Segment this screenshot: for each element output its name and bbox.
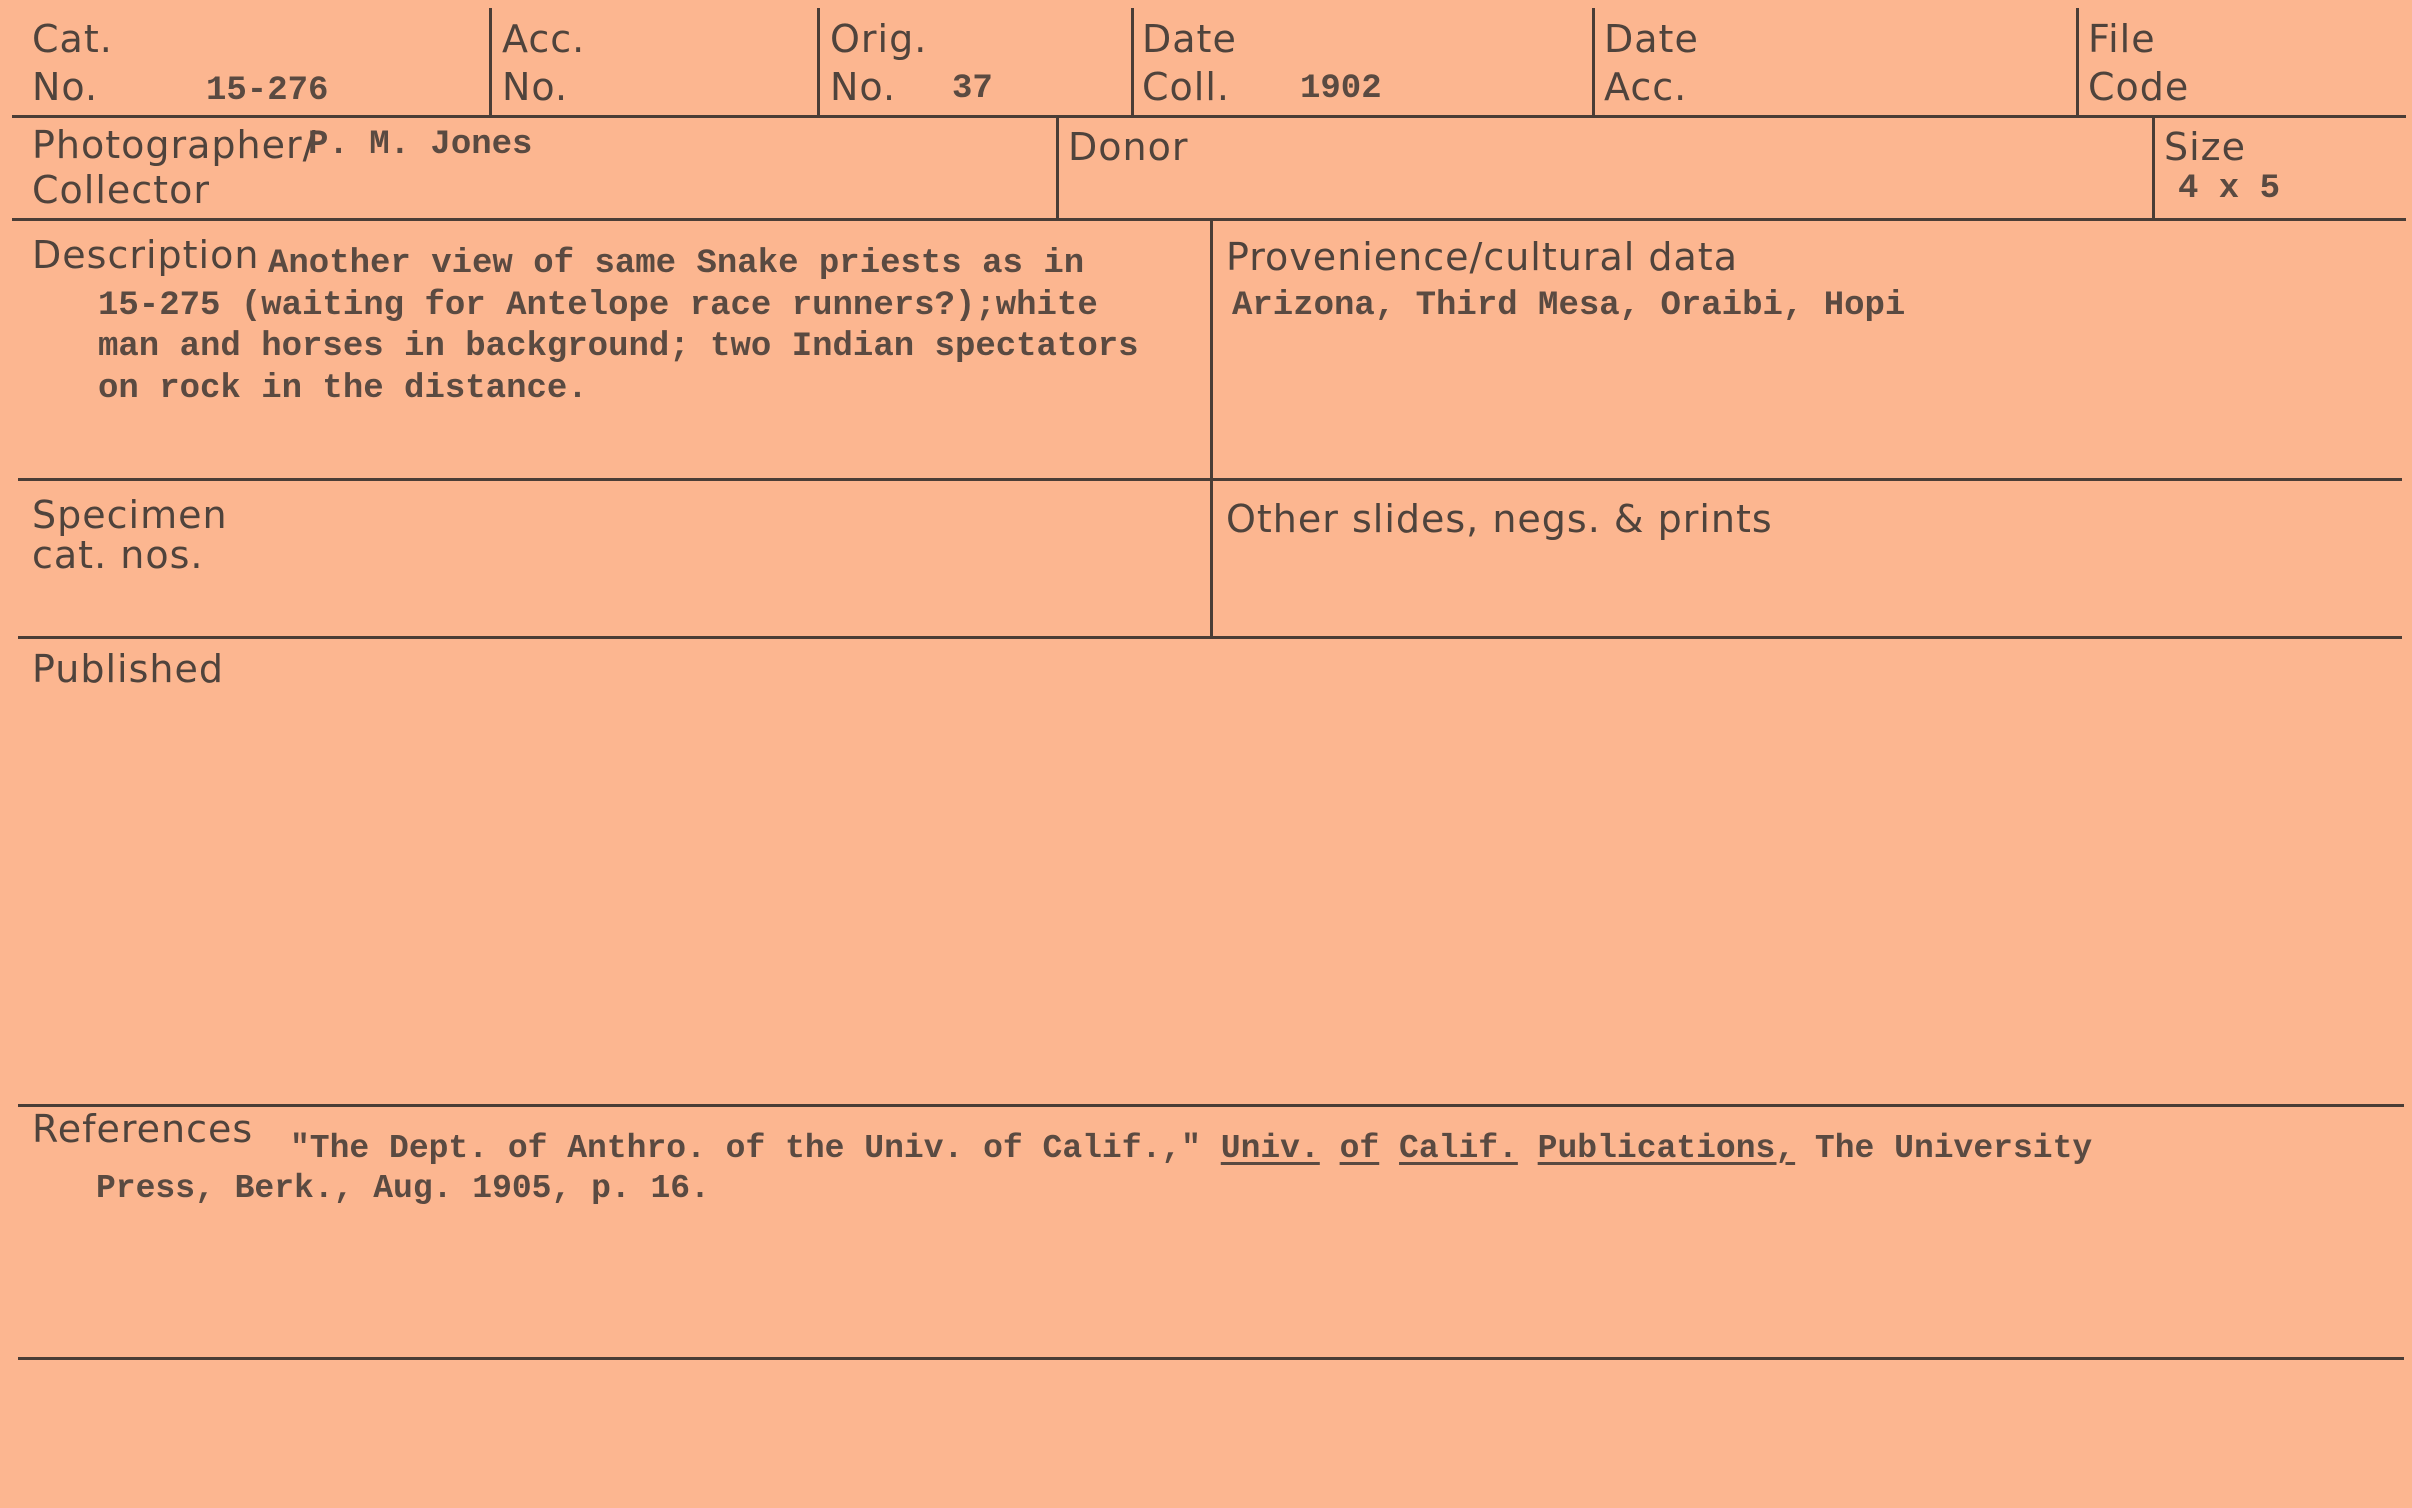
references-journal-calif: Calif.	[1399, 1130, 1518, 1167]
divider-row-6	[18, 1357, 2404, 1360]
other-slides-label: Other slides, negs. & prints	[1226, 497, 1773, 541]
divider-row-5	[18, 1104, 2404, 1107]
references-line-1	[290, 1128, 2092, 1170]
divider-row-1	[12, 115, 2406, 118]
references-title: "The Dept. of Anthro. of the Univ. of Calif.,"	[290, 1130, 1221, 1167]
date-acc-label-line1: Date	[1604, 17, 1699, 61]
description-label: Description	[32, 233, 260, 277]
file-code-label-line1: File	[2088, 17, 2156, 61]
description-line-1: Another view of same Snake priests as in	[268, 245, 1085, 283]
provenience-value: Arizona, Third Mesa, Oraibi, Hopi	[1232, 287, 1906, 325]
date-coll-label-line2: Coll.	[1142, 65, 1230, 109]
specimen-label-line1: Specimen	[32, 493, 228, 537]
orig-no-value: 37	[952, 70, 993, 108]
photographer-label-line1: Photographer/	[32, 123, 317, 167]
donor-label: Donor	[1068, 125, 1189, 169]
divider-row-4	[18, 636, 2402, 639]
file-code-label-line2: Code	[2088, 65, 2190, 109]
references-publisher: The University	[1795, 1130, 2093, 1167]
cat-no-label-line2: No.	[32, 65, 99, 109]
date-coll-value: 1902	[1300, 70, 1382, 108]
references-line-2: Press, Berk., Aug. 1905, p. 16.	[96, 1170, 710, 1207]
orig-no-label-line1: Orig.	[830, 17, 928, 61]
provenience-label: Provenience/cultural data	[1226, 235, 1738, 279]
divider-col-acc-orig	[817, 8, 820, 117]
acc-no-label-line2: No.	[502, 65, 569, 109]
photographer-label-line2: Collector	[32, 168, 210, 212]
divider-col-donor-size	[2152, 117, 2155, 220]
divider-col-cat-acc	[489, 8, 492, 117]
divider-col-photographer-donor	[1056, 117, 1059, 220]
size-value: 4 x 5	[2178, 170, 2281, 208]
specimen-label-line2: cat. nos.	[32, 533, 204, 577]
orig-no-label-line2: No.	[830, 65, 897, 109]
divider-col-description-provenience	[1210, 220, 1213, 636]
size-label: Size	[2164, 125, 2247, 169]
divider-col-datecoll-dateacc	[1592, 8, 1595, 117]
references-journal-publications: Publications,	[1537, 1130, 1796, 1167]
date-acc-label-line2: Acc.	[1604, 65, 1688, 109]
description-line-2: 15-275 (waiting for Antelope race runners?);white	[98, 287, 1098, 325]
divider-row-2	[12, 218, 2406, 221]
published-label: Published	[32, 647, 224, 691]
cat-no-label-line1: Cat.	[32, 17, 113, 61]
description-line-4: on rock in the distance.	[98, 370, 588, 408]
photographer-value: P. M. Jones	[308, 126, 533, 164]
cat-no-value: 15-276	[206, 72, 329, 110]
date-coll-label-line1: Date	[1142, 17, 1237, 61]
references-journal-univ: Univ.	[1220, 1130, 1320, 1167]
description-line-3: man and horses in background; two Indian spectators	[98, 328, 1139, 366]
references-journal-of: of	[1339, 1130, 1380, 1167]
divider-col-dateacc-file	[2076, 8, 2079, 117]
acc-no-label-line1: Acc.	[502, 17, 586, 61]
references-label: References	[32, 1107, 254, 1151]
divider-col-orig-date	[1131, 8, 1134, 117]
